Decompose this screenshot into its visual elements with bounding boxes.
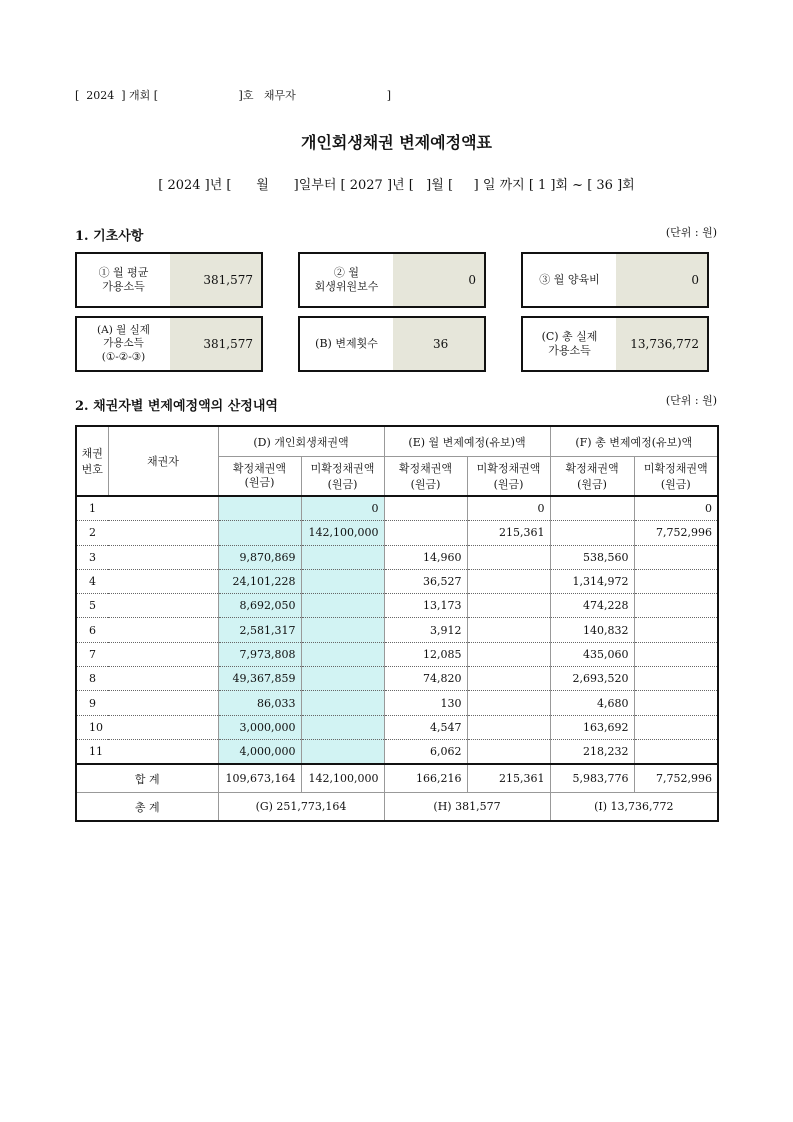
cell-f-unconf: 7,752,996 [634, 521, 718, 545]
table-row [76, 715, 718, 739]
cell-f-unconf [634, 715, 718, 739]
cell-f-conf: 218,232 [550, 739, 634, 764]
header-E: (E) 월 변제예정(유보)액 [384, 426, 550, 457]
header-f-confirmed: 확정채권액 (원금) [550, 457, 634, 497]
sum-e-confirmed: 166,216 [384, 764, 467, 793]
total-h: (H) 381,577 [384, 793, 550, 822]
repay-count-value: 36 [393, 318, 484, 370]
cell-e-unconf [467, 739, 550, 764]
header-f-unconfirmed: 미확정채권액 (원금) [634, 457, 718, 497]
sum-label: 합 계 [76, 764, 218, 793]
row-number: 5 [76, 594, 108, 618]
page-title: 개인회생채권 변제예정액표 [300, 133, 493, 152]
monthly-avg-income-box [75, 252, 263, 308]
table-header-row-1 [76, 426, 718, 457]
cell-d-conf: 9,870,869 [218, 545, 301, 569]
row-creditor [108, 691, 218, 715]
row-number: 6 [76, 618, 108, 642]
row-creditor [108, 739, 218, 764]
cell-e-conf: 36,527 [384, 569, 467, 593]
cell-f-unconf [634, 545, 718, 569]
repayment-table [75, 425, 719, 822]
total-row [76, 793, 718, 822]
cell-f-unconf [634, 739, 718, 764]
monthly-avg-income-label: ① 월 평균 가용소득 [77, 254, 170, 306]
support-cost-box [521, 252, 709, 308]
header-creditor: 채권자 [108, 426, 218, 496]
table-row [76, 521, 718, 545]
cell-e-conf [384, 496, 467, 521]
cell-e-conf: 12,085 [384, 642, 467, 666]
cell-d-conf: 4,000,000 [218, 739, 301, 764]
total-i: (I) 13,736,772 [550, 793, 718, 822]
cell-d-conf: 3,000,000 [218, 715, 301, 739]
table-row [76, 496, 718, 521]
total-actual-income-box [521, 316, 709, 372]
actual-income-value: 381,577 [170, 318, 261, 370]
cell-d-unconf [301, 545, 384, 569]
row-number: 7 [76, 642, 108, 666]
actual-income-box [75, 316, 263, 372]
row-number: 8 [76, 667, 108, 691]
cell-e-unconf: 215,361 [467, 521, 550, 545]
row-creditor [108, 594, 218, 618]
repay-count-label: (B) 변제횟수 [300, 318, 393, 370]
actual-income-label: (A) 월 실제 가용소득 (①-②-③) [77, 318, 170, 370]
cell-e-unconf [467, 545, 550, 569]
total-actual-income-value: 13,736,772 [616, 318, 707, 370]
cell-d-conf: 7,973,808 [218, 642, 301, 666]
cell-e-conf: 14,960 [384, 545, 467, 569]
cell-e-unconf [467, 594, 550, 618]
cell-d-conf [218, 496, 301, 521]
cell-f-conf: 2,693,520 [550, 667, 634, 691]
cell-f-unconf [634, 642, 718, 666]
section1-unit: (단위 : 원) [665, 226, 717, 239]
row-creditor [108, 715, 218, 739]
header-d-unconfirmed: 미확정채권액 (원금) [301, 457, 384, 497]
cell-d-unconf [301, 618, 384, 642]
header-D: (D) 개인회생채권액 [218, 426, 384, 457]
cell-d-conf: 2,581,317 [218, 618, 301, 642]
cell-f-unconf [634, 618, 718, 642]
section1-title: 1. 기초사항 [75, 229, 144, 244]
cell-f-unconf [634, 569, 718, 593]
table-row [76, 739, 718, 764]
row-creditor [108, 569, 218, 593]
cell-d-conf: 8,692,050 [218, 594, 301, 618]
table-row [76, 691, 718, 715]
cell-e-conf: 3,912 [384, 618, 467, 642]
monthly-avg-income-value: 381,577 [170, 254, 261, 306]
row-number: 9 [76, 691, 108, 715]
table-row [76, 667, 718, 691]
cell-f-unconf [634, 667, 718, 691]
case-header-line: [ 2024 ] 개회 [ ]호 채무자 ] [75, 89, 392, 102]
cell-d-unconf [301, 739, 384, 764]
cell-e-unconf [467, 667, 550, 691]
cell-f-conf: 474,228 [550, 594, 634, 618]
trustee-fee-box [298, 252, 486, 308]
cell-e-conf [384, 521, 467, 545]
cell-e-unconf [467, 715, 550, 739]
row-number: 2 [76, 521, 108, 545]
cell-d-unconf: 142,100,000 [301, 521, 384, 545]
section2-unit: (단위 : 원) [665, 394, 717, 407]
cell-d-conf: 49,367,859 [218, 667, 301, 691]
table-row [76, 594, 718, 618]
cell-e-conf: 74,820 [384, 667, 467, 691]
table-row [76, 569, 718, 593]
cell-d-unconf [301, 691, 384, 715]
header-no: 채권 번호 [76, 426, 108, 496]
table-row [76, 618, 718, 642]
cell-e-conf: 6,062 [384, 739, 467, 764]
cell-f-conf [550, 496, 634, 521]
row-number: 1 [76, 496, 108, 521]
row-creditor [108, 545, 218, 569]
row-number: 3 [76, 545, 108, 569]
row-creditor [108, 642, 218, 666]
row-creditor [108, 521, 218, 545]
cell-f-unconf [634, 594, 718, 618]
cell-e-unconf [467, 569, 550, 593]
cell-d-unconf [301, 715, 384, 739]
cell-e-conf: 130 [384, 691, 467, 715]
cell-f-conf: 163,692 [550, 715, 634, 739]
sum-f-unconfirmed: 7,752,996 [634, 764, 718, 793]
cell-d-conf: 86,033 [218, 691, 301, 715]
row-number: 11 [76, 739, 108, 764]
cell-f-conf [550, 521, 634, 545]
row-creditor [108, 496, 218, 521]
cell-d-conf: 24,101,228 [218, 569, 301, 593]
cell-e-unconf: 0 [467, 496, 550, 521]
header-e-unconfirmed: 미확정채권액 (원금) [467, 457, 550, 497]
cell-d-unconf: 0 [301, 496, 384, 521]
cell-e-unconf [467, 691, 550, 715]
total-actual-income-label: (C) 총 실제 가용소득 [523, 318, 616, 370]
header-F: (F) 총 변제예정(유보)액 [550, 426, 718, 457]
cell-f-unconf [634, 691, 718, 715]
cell-f-conf: 4,680 [550, 691, 634, 715]
cell-d-unconf [301, 667, 384, 691]
sum-d-unconfirmed: 142,100,000 [301, 764, 384, 793]
cell-f-conf: 435,060 [550, 642, 634, 666]
row-number: 4 [76, 569, 108, 593]
sum-d-confirmed: 109,673,164 [218, 764, 301, 793]
trustee-fee-value: 0 [393, 254, 484, 306]
table-row [76, 545, 718, 569]
sum-e-unconfirmed: 215,361 [467, 764, 550, 793]
cell-f-conf: 140,832 [550, 618, 634, 642]
row-number: 10 [76, 715, 108, 739]
trustee-fee-label: ② 월 회생위원보수 [300, 254, 393, 306]
cell-d-unconf [301, 594, 384, 618]
cell-e-unconf [467, 618, 550, 642]
cell-f-conf: 1,314,972 [550, 569, 634, 593]
sum-row [76, 764, 718, 793]
row-creditor [108, 667, 218, 691]
section2-title: 2. 채권자별 변제예정액의 산정내역 [75, 399, 278, 414]
header-e-confirmed: 확정채권액 (원금) [384, 457, 467, 497]
support-cost-value: 0 [616, 254, 707, 306]
sum-f-confirmed: 5,983,776 [550, 764, 634, 793]
cell-f-unconf: 0 [634, 496, 718, 521]
cell-d-unconf [301, 642, 384, 666]
cell-f-conf: 538,560 [550, 545, 634, 569]
row-creditor [108, 618, 218, 642]
total-g: (G) 251,773,164 [218, 793, 384, 822]
cell-e-conf: 13,173 [384, 594, 467, 618]
cell-d-conf [218, 521, 301, 545]
table-row [76, 642, 718, 666]
total-label: 총 계 [76, 793, 218, 822]
cell-e-conf: 4,547 [384, 715, 467, 739]
cell-e-unconf [467, 642, 550, 666]
repayment-period-line: [ 2024 ]년 [ 월 ]일부터 [ 2027 ]년 [ ]월 [ ] 일 까지 [ 1 ]회 ~ [ 36 ]회 [158, 178, 635, 193]
support-cost-label: ③ 월 양육비 [523, 254, 616, 306]
repay-count-box [298, 316, 486, 372]
cell-d-unconf [301, 569, 384, 593]
header-d-confirmed: 확정채권액 (원금) [218, 457, 301, 497]
